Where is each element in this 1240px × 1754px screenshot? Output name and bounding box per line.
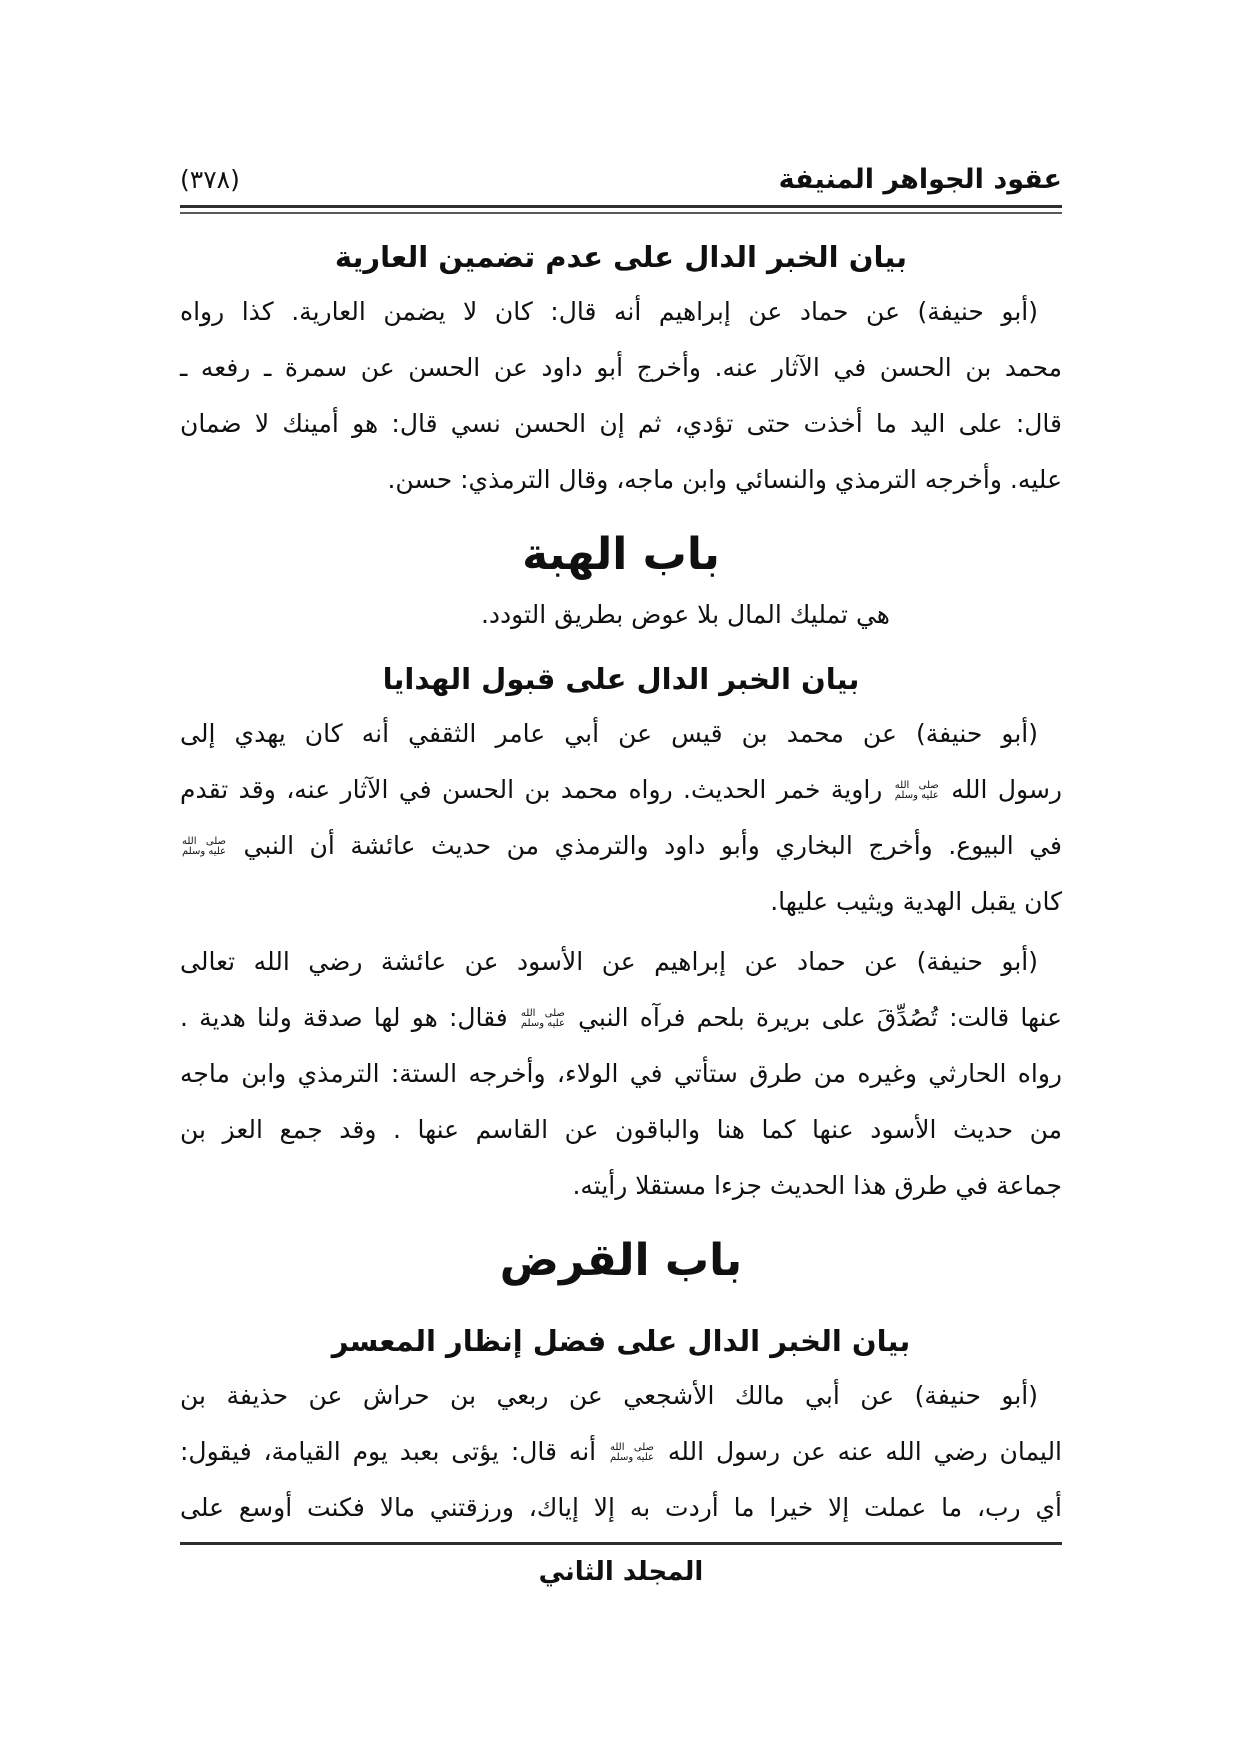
text-line: أي رب، ما عملت إلا خيرا ما أردت به إلا إياك، ورزقتني مالا فكنت أوسع على	[180, 1493, 1062, 1522]
salawat-seal: صلى الله عليه وسلم	[182, 835, 227, 857]
hadith-paragraph	[180, 284, 1062, 508]
text-line: (أبو حنيفة) عن أبي مالك الأشجعي عن ربعي بن حراش عن حذيفة بن	[180, 1381, 1038, 1410]
header-rule	[180, 205, 1062, 214]
text-line: عنها قالت: تُصُدِّقَ على بريرة بلحم فرآه النبي صلى الله عليه وسلم فقال: هو لها صدقة ولنا هدية .	[180, 1003, 1062, 1032]
text-line: (أبو حنيفة) عن حماد عن إبراهيم عن الأسود عن عائشة رضي الله تعالى	[180, 947, 1038, 976]
text-line: اليمان رضي الله عنه عن رسول الله صلى الله عليه وسلم أنه قال: يؤتى بعبد يوم القيامة، فيقول:	[180, 1437, 1063, 1466]
page-body	[180, 234, 1062, 1536]
text-line: جماعة في طرق هذا الحديث جزءا مستقلا رأيته.	[572, 1171, 1062, 1200]
page-number: (٣٧٨)	[180, 165, 240, 194]
definition-line: هي تمليك المال بلا عوض بطريق التودد.	[480, 600, 890, 629]
text-line: (أبو حنيفة) عن حماد عن إبراهيم أنه قال: كان لا يضمن العارية. كذا رواه	[180, 297, 1038, 326]
section-heading: بيان الخبر الدال على قبول الهدايا	[382, 662, 860, 696]
salawat-seal: صلى الله عليه وسلم	[520, 1007, 565, 1029]
book-title: عقود الجواهر المنيفة	[778, 164, 1062, 195]
hadith-paragraph	[180, 706, 1062, 930]
text-line: في البيوع. وأخرج البخاري وأبو داود والترمذي من حديث عائشة أن النبي صلى الله عليه وسلم	[182, 831, 1062, 860]
chapter-heading: باب الهبة	[522, 529, 720, 580]
salawat-seal: صلى الله عليه وسلم	[609, 1441, 654, 1463]
volume-label: المجلد الثاني	[538, 1557, 704, 1587]
salawat-seal: صلى الله عليه وسلم	[894, 779, 939, 801]
text-line: رواه الحارثي وغيره من طرق ستأتي في الولاء، وأخرجه الستة: الترمذي وابن ماجه	[180, 1059, 1062, 1088]
hadith-paragraph	[180, 1368, 1062, 1536]
text-line: (أبو حنيفة) عن محمد بن قيس عن أبي عامر الثقفي أنه كان يهدي إلى	[180, 719, 1038, 748]
text-line: من حديث الأسود عنها كما هنا والباقون عن القاسم عنها . وقد جمع العز بن	[180, 1115, 1062, 1144]
chapter-heading: باب القرض	[499, 1235, 743, 1286]
text-line: عليه. وأخرجه الترمذي والنسائي وابن ماجه، وقال الترمذي: حسن.	[387, 465, 1062, 494]
footer-rule	[180, 1542, 1062, 1545]
text-line: رسول الله صلى الله عليه وسلم راوية خمر الحديث. رواه محمد بن الحسن في الآثار عنه، وقد تقدم	[180, 775, 1062, 804]
section-heading: بيان الخبر الدال على عدم تضمين العارية	[334, 240, 908, 274]
text-line: محمد بن الحسن في الآثار عنه. وأخرج أبو داود عن الحسن عن سمرة ـ رفعه ـ	[180, 353, 1062, 382]
section-heading: بيان الخبر الدال على فضل إنظار المعسر	[331, 1324, 911, 1358]
text-line: قال: على اليد ما أخذت حتى تؤدي، ثم إن الحسن نسي قال: هو أمينك لا ضمان	[180, 409, 1062, 438]
text-line: كان يقبل الهدية ويثيب عليها.	[770, 887, 1062, 916]
hadith-paragraph	[180, 934, 1062, 1214]
page-header	[180, 160, 1062, 200]
